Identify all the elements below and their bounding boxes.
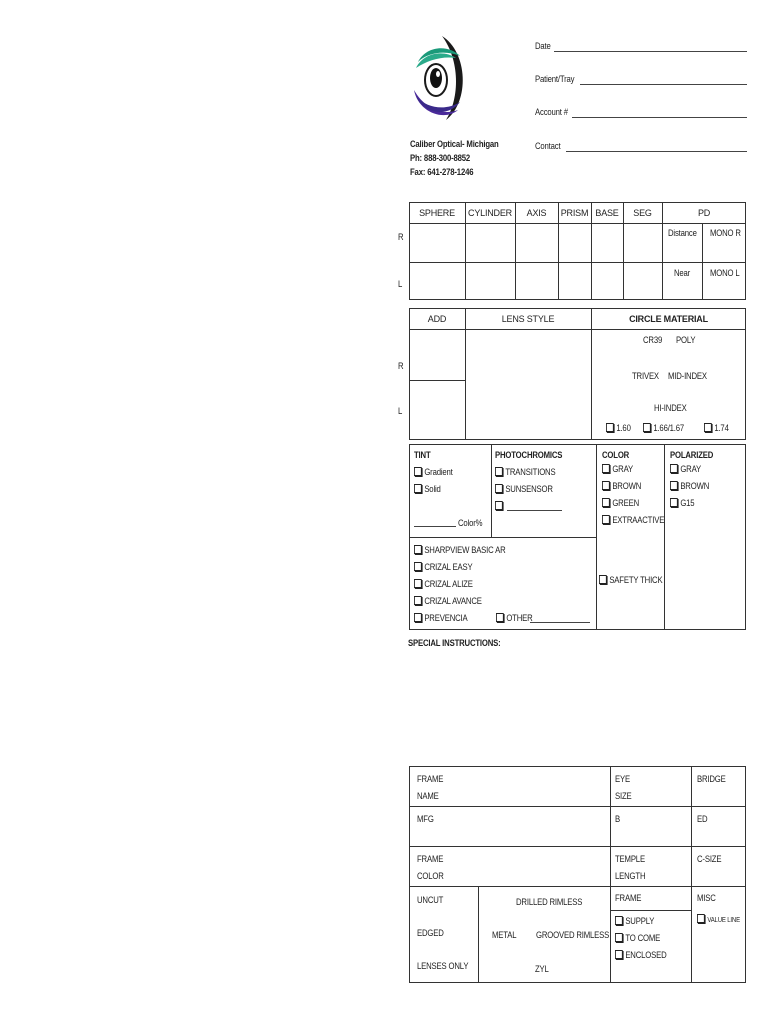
pd-near: Near xyxy=(674,268,691,278)
special-instructions-label: SPECIAL INSTRUCTIONS: xyxy=(408,638,501,648)
zyl-option[interactable]: ZYL xyxy=(535,964,549,974)
checkbox-icon xyxy=(414,545,422,554)
col-cylinder: CYLINDER xyxy=(468,208,512,218)
photo-other-field[interactable] xyxy=(507,510,562,511)
checkbox-icon xyxy=(414,579,422,588)
metal-option[interactable]: METAL xyxy=(492,930,517,940)
ar-crizal-easy[interactable]: CRIZAL EASY xyxy=(414,562,472,572)
eye-size-label-2: SIZE xyxy=(615,791,632,801)
polar-brown[interactable]: BROWN xyxy=(670,481,709,491)
date-field[interactable] xyxy=(554,51,747,52)
material-poly[interactable]: POLY xyxy=(676,335,696,345)
material-hi-index[interactable]: HI-INDEX xyxy=(654,403,687,413)
account-label: Account # xyxy=(535,107,568,117)
tint-solid[interactable]: Solid xyxy=(414,484,441,494)
frame-name-label-1: FRAME xyxy=(417,774,444,784)
lens-row-r: R xyxy=(398,361,404,371)
col-seg: SEG xyxy=(633,208,652,218)
col-add: ADD xyxy=(427,314,447,324)
lenses-only-option[interactable]: LENSES ONLY xyxy=(417,961,469,971)
checkbox-icon xyxy=(606,423,614,432)
color-pct-field[interactable] xyxy=(414,526,456,527)
polarized-title: POLARIZED xyxy=(670,450,714,460)
checkbox-icon xyxy=(414,467,422,476)
material-cr39[interactable]: CR39 xyxy=(643,335,663,345)
photo-other[interactable] xyxy=(495,501,505,511)
misc-label: MISC xyxy=(697,893,716,903)
date-label: Date xyxy=(535,41,551,51)
account-field[interactable] xyxy=(572,117,747,118)
temple-length-label-1: TEMPLE xyxy=(615,854,645,864)
material-trivex[interactable]: TRIVEX xyxy=(632,371,659,381)
ar-other[interactable]: OTHER xyxy=(496,613,533,623)
checkbox-icon xyxy=(602,481,610,490)
special-instructions-area[interactable] xyxy=(408,652,746,760)
c-size-label: C-SIZE xyxy=(697,854,722,864)
col-circle-material: CIRCLE MATERIAL xyxy=(629,314,708,324)
pd-mono-l: MONO L xyxy=(710,268,740,278)
edged-option[interactable]: EDGED xyxy=(417,928,444,938)
frame-color-label-1: FRAME xyxy=(417,854,444,864)
material-mid-index[interactable]: MID-INDEX xyxy=(668,371,707,381)
checkbox-icon xyxy=(697,914,705,923)
frame-status-label: FRAME xyxy=(615,893,642,903)
uncut-option[interactable]: UNCUT xyxy=(417,895,444,905)
company-name: Caliber Optical- Michigan xyxy=(410,139,499,149)
checkbox-icon xyxy=(615,916,623,925)
contact-label: Contact xyxy=(535,141,561,151)
checkbox-icon xyxy=(414,562,422,571)
index-174-option[interactable]: 1.74 xyxy=(704,423,729,433)
checkbox-icon xyxy=(599,575,607,584)
checkbox-icon xyxy=(414,613,422,622)
patient-tray-field[interactable] xyxy=(580,84,747,85)
ar-crizal-avance[interactable]: CRIZAL AVANCE xyxy=(414,596,482,606)
checkbox-icon xyxy=(602,464,610,473)
frame-to-come[interactable]: TO COME xyxy=(615,933,660,943)
checkbox-icon xyxy=(615,933,623,942)
checkbox-icon xyxy=(670,498,678,507)
pd-mono-r: MONO R xyxy=(710,228,741,238)
tint-title: TINT xyxy=(414,450,431,460)
b-label: B xyxy=(615,814,620,824)
frame-table xyxy=(409,766,746,983)
frame-supply[interactable]: SUPPLY xyxy=(615,916,654,926)
ar-crizal-alize[interactable]: CRIZAL ALIZE xyxy=(414,579,473,589)
polar-gray[interactable]: GRAY xyxy=(670,464,701,474)
frame-color-label-2: COLOR xyxy=(417,871,444,881)
col-lens-style: LENS STYLE xyxy=(501,314,555,324)
checkbox-icon xyxy=(495,484,503,493)
checkbox-icon xyxy=(643,423,651,432)
value-line-option[interactable]: VALUE LINE xyxy=(697,914,740,924)
photochromics-title: PHOTOCHROMICS xyxy=(495,450,563,460)
ar-prevencia[interactable]: PREVENCIA xyxy=(414,613,468,623)
checkbox-icon xyxy=(670,464,678,473)
checkbox-icon xyxy=(602,515,610,524)
rx-row-r: R xyxy=(398,232,404,242)
checkbox-icon xyxy=(414,484,422,493)
ar-sharpview[interactable]: SHARPVIEW BASIC AR xyxy=(414,545,506,555)
index-160-option[interactable]: 1.60 xyxy=(606,423,631,433)
grooved-rimless-option[interactable]: GROOVED RIMLESS xyxy=(536,930,610,940)
patient-tray-label: Patient/Tray xyxy=(535,74,575,84)
checkbox-icon xyxy=(602,498,610,507)
checkbox-icon xyxy=(615,950,623,959)
checkbox-icon xyxy=(670,481,678,490)
safety-thick[interactable]: SAFETY THICK xyxy=(599,575,662,585)
ed-label: ED xyxy=(697,814,708,824)
polar-g15[interactable]: G15 xyxy=(670,498,694,508)
lens-row-l: L xyxy=(398,406,403,416)
eye-logo xyxy=(408,32,470,122)
color-extraactive[interactable]: EXTRAACTIVE xyxy=(602,515,664,525)
drilled-rimless-option[interactable]: DRILLED RIMLESS xyxy=(516,897,583,907)
photo-sunsensor[interactable]: SUNSENSOR xyxy=(495,484,553,494)
company-fax: Fax: 641-278-1246 xyxy=(410,167,474,177)
frame-enclosed[interactable]: ENCLOSED xyxy=(615,950,667,960)
col-pd: PD xyxy=(697,208,711,218)
contact-field[interactable] xyxy=(566,151,747,152)
temple-length-label-2: LENGTH xyxy=(615,871,646,881)
checkbox-icon xyxy=(414,596,422,605)
checkbox-icon xyxy=(496,613,504,622)
checkbox-icon xyxy=(495,501,503,510)
color-brown[interactable]: BROWN xyxy=(602,481,641,491)
color-title: COLOR xyxy=(602,450,630,460)
company-phone: Ph: 888-300-8852 xyxy=(410,153,471,163)
pd-distance: Distance xyxy=(668,228,697,238)
color-green[interactable]: GREEN xyxy=(602,498,639,508)
col-base: BASE xyxy=(595,208,619,218)
col-sphere: SPHERE xyxy=(419,208,455,218)
checkbox-icon xyxy=(704,423,712,432)
color-gray[interactable]: GRAY xyxy=(602,464,633,474)
ar-other-field[interactable] xyxy=(530,622,590,623)
eye-size-label-1: EYE xyxy=(615,774,630,784)
color-pct-label: Color% xyxy=(458,518,483,528)
mfg-label: MFG xyxy=(417,814,434,824)
bridge-label: BRIDGE xyxy=(697,774,726,784)
checkbox-icon xyxy=(495,467,503,476)
frame-name-label-2: NAME xyxy=(417,791,439,801)
tint-gradient[interactable]: Gradient xyxy=(414,467,453,477)
col-prism: PRISM xyxy=(560,208,589,218)
rx-row-l: L xyxy=(398,279,403,289)
col-axis: AXIS xyxy=(526,208,547,218)
index-166-option[interactable]: 1.66/1.67 xyxy=(643,423,684,433)
photo-transitions[interactable]: TRANSITIONS xyxy=(495,467,555,477)
